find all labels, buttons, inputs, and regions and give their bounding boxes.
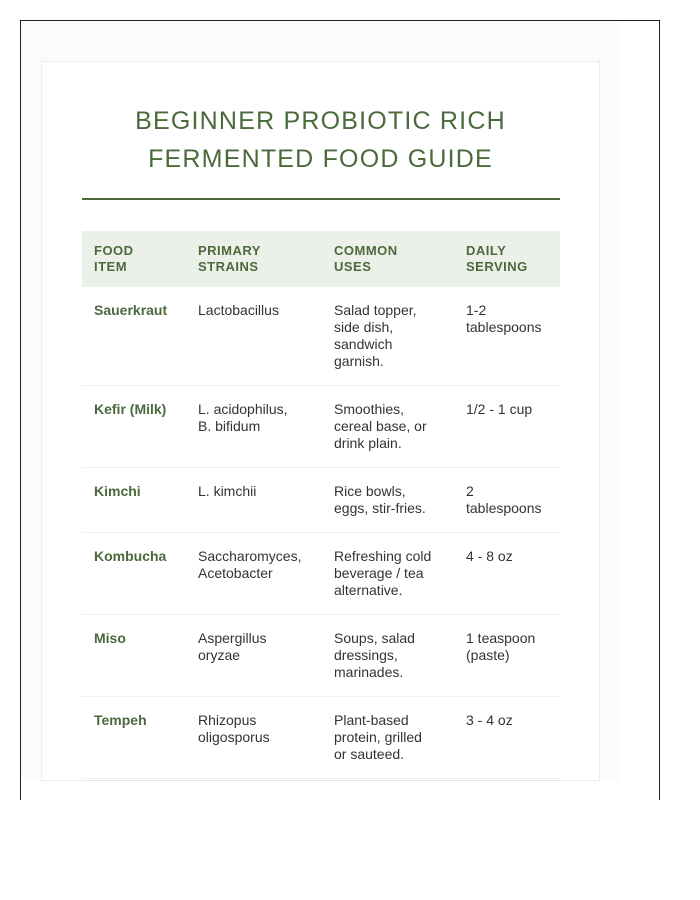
header-common-uses-line-2: USES — [334, 259, 372, 274]
uses-cell — [322, 615, 454, 697]
header-food-item-line-2: ITEM — [94, 259, 128, 274]
strains-line: Saccharomyces, — [198, 548, 302, 564]
header-primary-strains — [186, 231, 322, 287]
uses-line: dressings, — [334, 647, 398, 663]
food-item-cell — [82, 615, 186, 697]
header-primary-strains-line-1: PRIMARY — [198, 243, 261, 258]
table-header-row — [82, 231, 560, 287]
table-row — [82, 697, 560, 779]
guide-card — [41, 61, 600, 781]
uses-line: Refreshing cold — [334, 548, 432, 564]
food-name: Miso — [94, 630, 126, 646]
serving-line: 1-2 — [466, 302, 487, 318]
strains-line: L. acidophilus, — [198, 401, 288, 417]
uses-cell — [322, 386, 454, 468]
uses-line: Plant-based — [334, 712, 409, 728]
strains-line: B. bifidum — [198, 418, 261, 434]
food-item-cell — [82, 386, 186, 468]
strains-cell — [186, 533, 322, 615]
food-item-cell — [82, 468, 186, 533]
uses-cell — [322, 287, 454, 386]
food-name: Sauerkraut — [94, 302, 168, 318]
table-row — [82, 386, 560, 468]
uses-line: marinades. — [334, 664, 404, 680]
header-primary-strains-line-2: STRAINS — [198, 259, 259, 274]
uses-line: eggs, stir-fries. — [334, 500, 426, 516]
header-common-uses — [322, 231, 454, 287]
serving-line: 3 - 4 oz — [466, 712, 513, 728]
table-row — [82, 468, 560, 533]
food-name: Tempeh — [94, 712, 147, 728]
serving-cell — [454, 533, 560, 615]
uses-line: Salad topper, — [334, 302, 417, 318]
uses-line: beverage / tea — [334, 565, 424, 581]
strains-line: Aspergillus — [198, 630, 267, 646]
food-name: Kombucha — [94, 548, 167, 564]
header-food-item-line-1: FOOD — [94, 243, 134, 258]
serving-cell — [454, 287, 560, 386]
strains-cell — [186, 386, 322, 468]
food-item-cell — [82, 697, 186, 779]
serving-line: 2 — [466, 483, 474, 499]
guide-title — [42, 102, 599, 178]
serving-line: 4 - 8 oz — [466, 548, 513, 564]
table-row — [82, 615, 560, 697]
food-name: Kimchi — [94, 483, 141, 499]
header-food-item — [82, 231, 186, 287]
uses-line: drink plain. — [334, 435, 402, 451]
strains-cell — [186, 287, 322, 386]
header-common-uses-line-1: COMMON — [334, 243, 398, 258]
serving-cell — [454, 697, 560, 779]
uses-line: Rice bowls, — [334, 483, 406, 499]
uses-cell — [322, 468, 454, 533]
title-divider — [82, 198, 560, 200]
strains-line: L. kimchii — [198, 483, 257, 499]
uses-cell — [322, 533, 454, 615]
table-row — [82, 533, 560, 615]
title-line-1: BEGINNER PROBIOTIC RICH — [135, 107, 506, 135]
strains-cell — [186, 697, 322, 779]
serving-line: tablespoons — [466, 319, 542, 335]
serving-cell — [454, 468, 560, 533]
header-daily-serving-line-1: DAILY — [466, 243, 507, 258]
strains-cell — [186, 468, 322, 533]
serving-line: 1/2 - 1 cup — [466, 401, 533, 417]
serving-line: 1 teaspoon — [466, 630, 536, 646]
uses-line: or sauteed. — [334, 746, 405, 762]
uses-line: protein, grilled — [334, 729, 422, 745]
uses-line: garnish. — [334, 353, 384, 369]
uses-line: Smoothies, — [334, 401, 405, 417]
food-table — [82, 231, 560, 779]
strains-line: oligosporus — [198, 729, 270, 745]
serving-cell — [454, 386, 560, 468]
header-daily-serving — [454, 231, 560, 287]
serving-line: (paste) — [466, 647, 510, 663]
serving-line: tablespoons — [466, 500, 542, 516]
uses-line: alternative. — [334, 582, 403, 598]
title-line-2: FERMENTED FOOD GUIDE — [148, 145, 493, 173]
food-item-cell — [82, 287, 186, 386]
strains-line: Rhizopus — [198, 712, 257, 728]
table-row — [82, 287, 560, 386]
strains-line: Acetobacter — [198, 565, 273, 581]
serving-cell — [454, 615, 560, 697]
strains-line: oryzae — [198, 647, 241, 663]
uses-line: cereal base, or — [334, 418, 427, 434]
uses-cell — [322, 697, 454, 779]
strains-line: Lactobacillus — [198, 302, 279, 318]
header-daily-serving-line-2: SERVING — [466, 259, 528, 274]
food-name: Kefir (Milk) — [94, 401, 167, 417]
uses-line: sandwich — [334, 336, 393, 352]
uses-line: Soups, salad — [334, 630, 415, 646]
strains-cell — [186, 615, 322, 697]
uses-line: side dish, — [334, 319, 394, 335]
food-item-cell — [82, 533, 186, 615]
